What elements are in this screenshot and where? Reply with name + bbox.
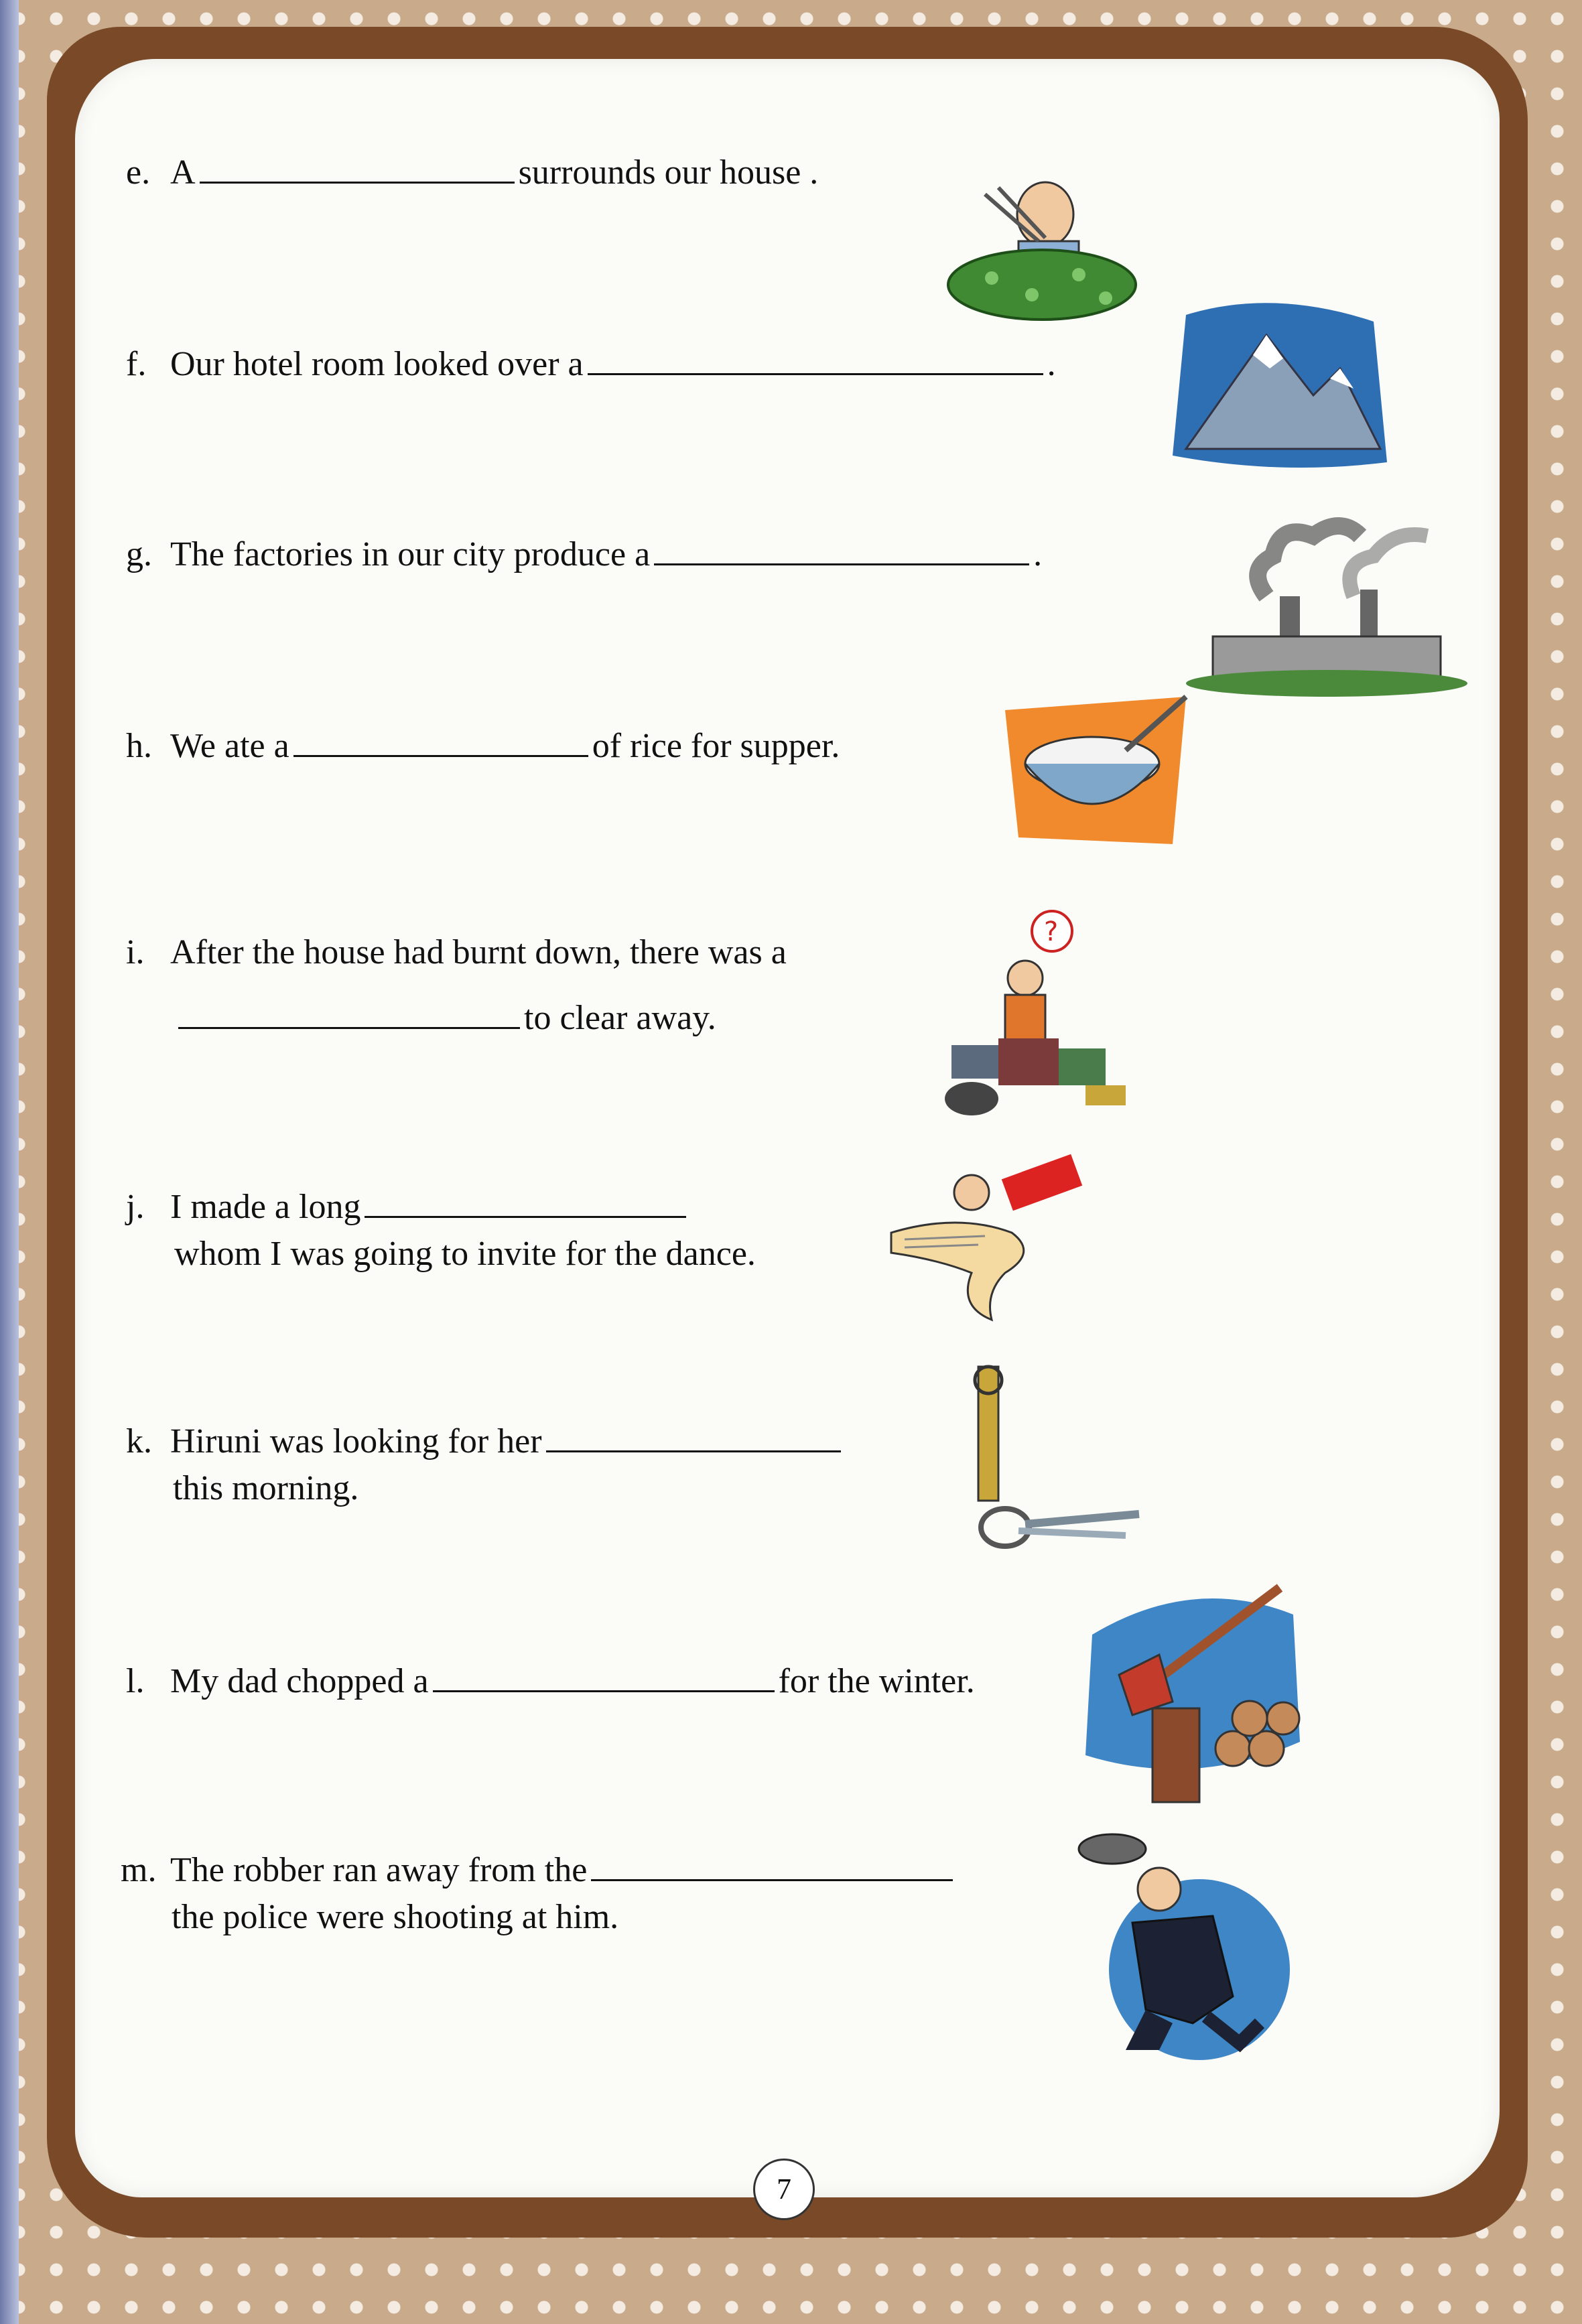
question-label: m. bbox=[121, 1851, 157, 1889]
question-i-continued bbox=[178, 997, 716, 1040]
question-h bbox=[126, 725, 840, 768]
answer-blank[interactable] bbox=[293, 726, 588, 757]
question-text: A bbox=[170, 153, 196, 192]
question-label: g. bbox=[126, 535, 152, 573]
answer-blank[interactable] bbox=[178, 998, 520, 1029]
answer-blank[interactable] bbox=[200, 152, 515, 184]
question-text: . bbox=[1033, 535, 1043, 573]
question-m bbox=[121, 1849, 957, 1892]
question-text: After the house had burnt down, there was a bbox=[170, 933, 787, 971]
question-label: k. bbox=[126, 1422, 152, 1460]
question-text: We ate a bbox=[170, 727, 289, 765]
answer-blank[interactable] bbox=[588, 344, 1043, 375]
question-i bbox=[126, 931, 787, 974]
question-g bbox=[126, 533, 1042, 576]
question-text: The robber ran away from the bbox=[170, 1851, 588, 1889]
question-text: to clear away. bbox=[524, 999, 716, 1037]
question-text: whom I was going to invite for the dance. bbox=[174, 1235, 756, 1273]
rice-bowl-illustration bbox=[992, 690, 1199, 851]
question-text: I made a long bbox=[170, 1188, 361, 1226]
robber-illustration bbox=[1045, 1822, 1300, 2063]
question-j bbox=[126, 1186, 690, 1229]
axe-woodpile-illustration bbox=[1079, 1574, 1313, 1809]
question-l bbox=[126, 1660, 975, 1703]
answer-blank[interactable] bbox=[433, 1661, 775, 1692]
question-text: of rice for supper. bbox=[592, 727, 840, 765]
answer-blank[interactable] bbox=[546, 1421, 841, 1452]
question-label: l. bbox=[126, 1662, 145, 1700]
page-edge bbox=[0, 0, 19, 2324]
factory-illustration bbox=[1186, 496, 1467, 697]
question-text: . bbox=[1047, 345, 1056, 383]
answer-blank[interactable] bbox=[365, 1186, 686, 1218]
question-e bbox=[126, 151, 818, 194]
keys-illustration bbox=[965, 1360, 1152, 1554]
answer-blank[interactable] bbox=[591, 1850, 953, 1881]
question-text: Hiruni was looking for her bbox=[170, 1422, 542, 1460]
question-text: The factories in our city produce a bbox=[170, 535, 651, 573]
question-text: surrounds our house . bbox=[518, 153, 819, 192]
question-label: e. bbox=[126, 153, 151, 192]
question-text: this morning. bbox=[173, 1469, 359, 1507]
question-m-continued bbox=[172, 1896, 618, 1939]
page-number: 7 bbox=[753, 2159, 815, 2220]
question-text: for the winter. bbox=[778, 1662, 975, 1700]
question-label: f. bbox=[126, 345, 147, 383]
question-k-continued bbox=[173, 1467, 358, 1510]
question-label: h. bbox=[126, 727, 152, 765]
question-k bbox=[126, 1420, 845, 1463]
question-text: My dad chopped a bbox=[170, 1662, 429, 1700]
question-text: Our hotel room looked over a bbox=[170, 345, 584, 383]
question-label: i. bbox=[126, 933, 145, 971]
svg-text:?: ? bbox=[1044, 916, 1059, 947]
hedge-cutter-illustration bbox=[945, 167, 1139, 322]
list-scroll-illustration bbox=[878, 1152, 1092, 1326]
question-f bbox=[126, 343, 1056, 386]
mountain-illustration bbox=[1159, 295, 1394, 476]
question-label: j. bbox=[126, 1188, 145, 1226]
question-j-continued bbox=[174, 1233, 756, 1276]
rubbish-heap-illustration bbox=[925, 904, 1146, 1125]
answer-blank[interactable] bbox=[654, 534, 1029, 565]
question-text: the police were shooting at him. bbox=[172, 1898, 619, 1936]
